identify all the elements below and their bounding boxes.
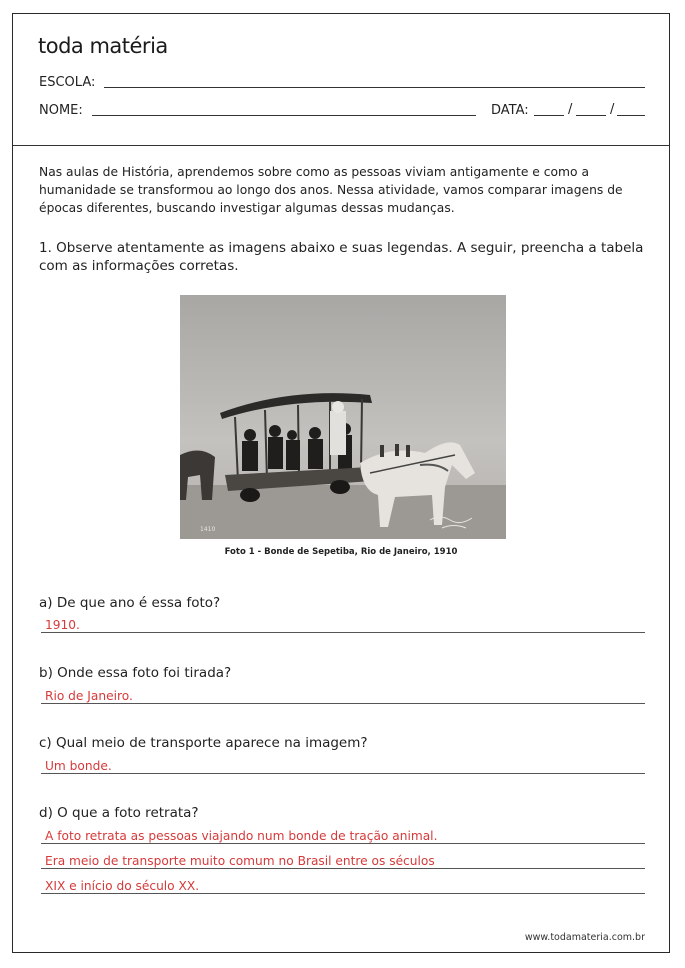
- question-c: c) Qual meio de transporte aparece na imagem?: [39, 735, 368, 751]
- answer-a-line[interactable]: 1910.: [41, 618, 645, 633]
- date-year-field[interactable]: [617, 115, 645, 116]
- date-separator: /: [568, 102, 573, 117]
- answer-b-line[interactable]: Rio de Janeiro.: [41, 689, 645, 704]
- school-field[interactable]: [104, 87, 645, 88]
- date-label: DATA:: [491, 103, 529, 118]
- answer-c-line[interactable]: Um bonde.: [41, 759, 645, 774]
- date-separator: /: [610, 102, 615, 117]
- worksheet-page: [12, 13, 670, 953]
- name-field[interactable]: [92, 115, 476, 116]
- photo-caption: Foto 1 - Bonde de Sepetiba, Rio de Janeiro, 1910: [224, 547, 458, 557]
- name-label: NOME:: [39, 103, 83, 118]
- question-b: b) Onde essa foto foi tirada?: [39, 665, 232, 681]
- answer-d-line-2[interactable]: Era meio de transporte muito comum no Brasil entre os séculos: [41, 854, 645, 869]
- intro-paragraph: Nas aulas de História, aprendemos sobre como as pessoas viviam antigamente e como a humanidade se transformou ao longo dos anos. Nessa atividade, vamos comparar imagens de épocas diferentes, buscando investigar algumas dessas mudanças.: [39, 165, 623, 215]
- answer-d-line-1[interactable]: A foto retrata as pessoas viajando num bonde de tração animal.: [41, 829, 645, 844]
- tram-photo-illustration: [180, 295, 506, 539]
- footer-website: www.todamateria.com.br: [524, 932, 645, 943]
- photo-corner-number: 1410: [200, 526, 216, 533]
- header-divider: [13, 145, 669, 146]
- answer-d-line-3[interactable]: XIX e início do século XX.: [41, 879, 645, 894]
- date-month-field[interactable]: [576, 115, 606, 116]
- question-d: d) O que a foto retrata?: [39, 805, 199, 821]
- historic-photo: [180, 295, 506, 539]
- brand-logo: toda matéria: [38, 34, 168, 58]
- school-label: ESCOLA:: [39, 75, 96, 90]
- date-day-field[interactable]: [534, 115, 564, 116]
- question-1: 1. Observe atentamente as imagens abaixo e suas legendas. A seguir, preencha a tabela com as informações corretas.: [39, 240, 644, 274]
- question-a: a) De que ano é essa foto?: [39, 595, 221, 611]
